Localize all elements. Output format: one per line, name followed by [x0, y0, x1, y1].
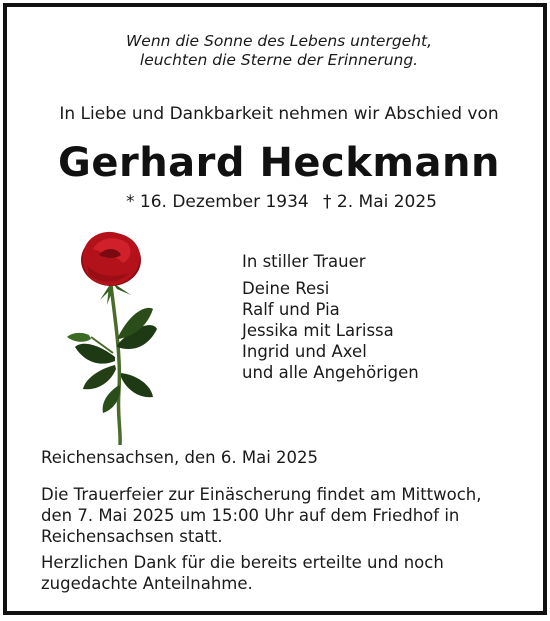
death-date: † 2. Mai 2025: [323, 192, 438, 212]
birth-date: * 16. Dezember 1934: [126, 192, 309, 212]
motto-quote: [7, 32, 550, 70]
thanks-line-2: zugedachte Anteilnahme.: [41, 574, 253, 593]
ceremony-line-1: Die Trauerfeier zur Einäscherung findet am Mittwoch,: [41, 485, 482, 504]
place-and-date: Reichensachsen, den 6. Mai 2025: [41, 448, 319, 467]
mourner-name: Ingrid und Axel: [242, 342, 367, 361]
thanks-line-1: Herzlichen Dank für die bereits erteilte und noch: [41, 553, 444, 572]
mourner-name: Jessika mit Larissa: [242, 321, 394, 340]
ceremony-notice: [41, 484, 521, 547]
deceased-name: Gerhard Heckmann: [58, 140, 500, 186]
thanks-note: [41, 552, 521, 594]
red-rose-icon: [45, 225, 165, 447]
ceremony-line-2: den 7. Mai 2025 um 15:00 Uhr auf dem Friedhof in: [41, 506, 460, 525]
mourner-name: und alle Angehörigen: [242, 363, 419, 382]
mourner-name: Deine Resi: [242, 279, 330, 298]
intro-text: In Liebe und Dankbarkeit nehmen wir Abschied von: [59, 104, 499, 124]
mourners-block: [242, 251, 419, 383]
motto-line-2: leuchten die Sterne der Erinnerung.: [139, 51, 419, 69]
obituary-card: [3, 3, 547, 615]
mourners-heading: In stiller Trauer: [242, 252, 366, 271]
motto-line-1: Wenn die Sonne des Lebens untergeht,: [125, 32, 433, 50]
mourner-name: Ralf und Pia: [242, 300, 340, 319]
ceremony-line-3: Reichensachsen statt.: [41, 527, 223, 546]
